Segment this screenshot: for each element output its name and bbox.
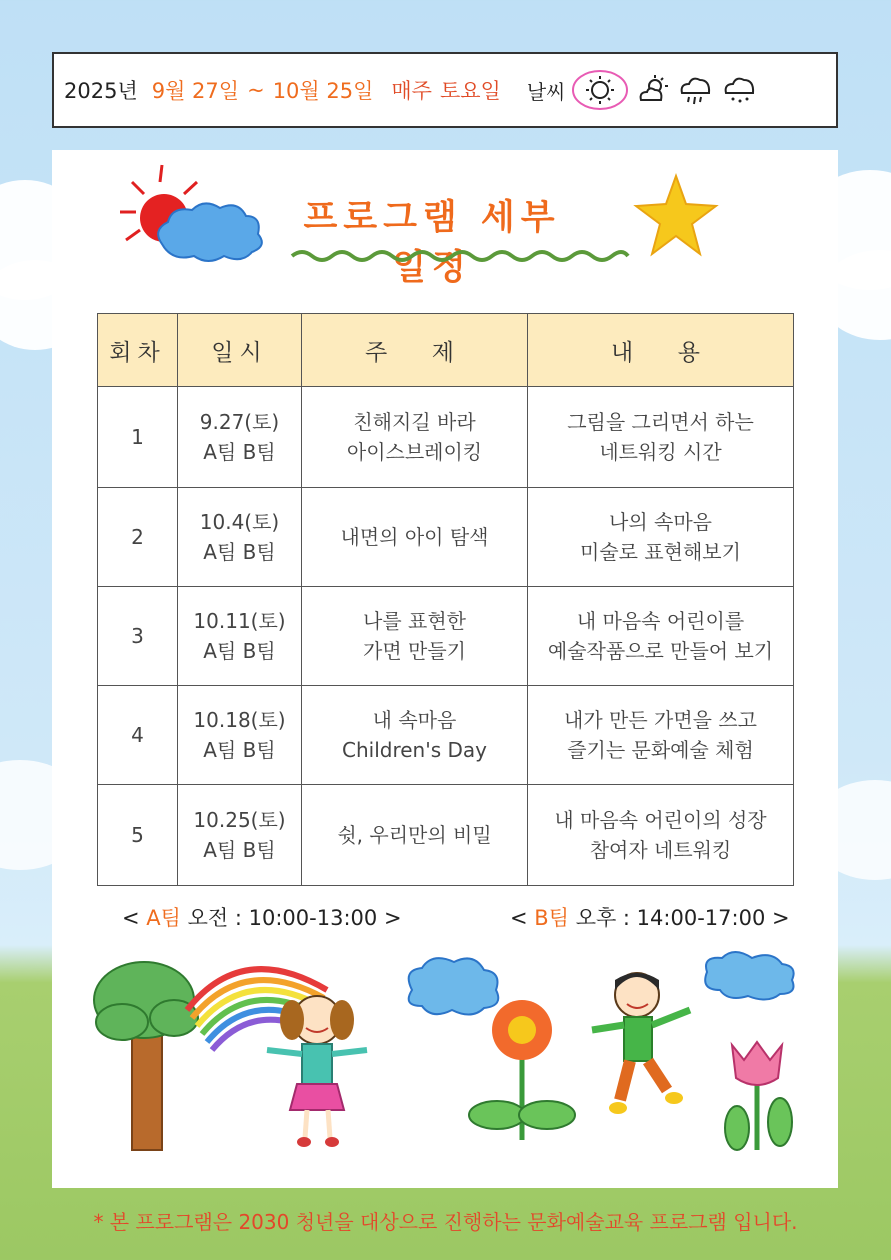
title-underline-wave — [290, 246, 630, 266]
date-cell — [178, 686, 302, 785]
drizzle-cloud-icon — [721, 71, 759, 109]
tree-drawing — [94, 962, 198, 1150]
boy-drawing — [592, 973, 690, 1114]
childrens-drawing-illustration — [92, 950, 812, 1170]
topic-line: 쉿, 우리만의 비밀 — [337, 823, 492, 847]
girl-drawing — [267, 996, 367, 1147]
teams-text: A팀 B팀 — [203, 639, 276, 663]
topic-cell — [302, 387, 528, 488]
table-row — [98, 387, 794, 488]
topic-line: 아이스브레이킹 — [346, 440, 483, 464]
end-date: 10월 25일 — [272, 79, 374, 103]
topic-line: 내면의 아이 탐색 — [340, 525, 489, 549]
bracket-open: < — [122, 906, 140, 930]
date-text: 10.18(토) — [193, 708, 286, 732]
table-header-row — [98, 314, 794, 387]
team-a-time: 오전 : 10:00-13:00 — [187, 906, 378, 930]
topic-line: Children's Day — [342, 738, 487, 762]
content-cell — [528, 587, 794, 686]
table-row — [98, 488, 794, 587]
teams-text: A팀 B팀 — [203, 738, 276, 762]
footer-note: * 본 프로그램은 2030 청년을 대상으로 진행하는 문화예술교육 프로그램 입니다. — [93, 1210, 798, 1234]
date-text: 10.11(토) — [193, 609, 286, 633]
date-cell — [178, 387, 302, 488]
team-a-schedule — [122, 902, 402, 932]
weather-icons — [571, 68, 759, 112]
sun-cloud-icon — [635, 72, 671, 108]
content-cell — [528, 488, 794, 587]
content-line: 예술작품으로 만들어 보기 — [547, 639, 774, 663]
header-topic: 주 제 — [302, 314, 528, 387]
bracket-open: < — [510, 906, 528, 930]
content-line: 내가 만든 가면을 쓰고 — [564, 708, 757, 732]
date-text: 9.27(토) — [199, 410, 280, 434]
header-date: 일시 — [178, 314, 302, 387]
bracket-close: > — [383, 906, 402, 930]
schedule-table — [97, 313, 794, 886]
date-text: 10.25(토) — [193, 808, 286, 832]
content-line: 나의 속마음 — [609, 510, 712, 534]
tulip-drawing — [725, 1042, 792, 1150]
team-a-label: A팀 — [146, 906, 181, 930]
cloud-drawing — [705, 952, 793, 1000]
topic-cell — [302, 686, 528, 785]
date-cell — [178, 587, 302, 686]
day-text: 토요일 — [439, 79, 501, 103]
weather-label: 날씨 — [526, 79, 566, 104]
round-number: 3 — [98, 587, 178, 686]
round-number: 4 — [98, 686, 178, 785]
bracket-close: > — [772, 906, 790, 930]
cloud-drawing — [409, 958, 499, 1014]
rain-cloud-icon — [677, 71, 715, 109]
round-number: 5 — [98, 785, 178, 886]
page-title: 프로그램 세부 일정 — [303, 198, 561, 288]
schedule-panel — [52, 150, 838, 1188]
content-line: 내 마음속 어린이의 성장 — [554, 808, 767, 832]
start-date: 9월 27일 — [151, 79, 240, 103]
year-text: 2025년 — [64, 79, 138, 103]
team-b-time: 오후 : 14:00-17:00 — [575, 906, 766, 930]
content-line: 미술로 표현해보기 — [580, 540, 741, 564]
sun-icon — [571, 68, 629, 112]
content-cell — [528, 686, 794, 785]
star-icon — [632, 172, 720, 260]
teams-text: A팀 B팀 — [203, 440, 276, 464]
topic-cell — [302, 587, 528, 686]
date-cell — [178, 785, 302, 886]
content-cell — [528, 785, 794, 886]
range-separator: ~ — [247, 78, 265, 102]
flower-drawing — [469, 1000, 575, 1140]
round-number: 2 — [98, 488, 178, 587]
date-banner — [52, 52, 838, 128]
content-cell — [528, 387, 794, 488]
table-row — [98, 785, 794, 886]
topic-cell — [302, 488, 528, 587]
round-number: 1 — [98, 387, 178, 488]
content-line: 네트워킹 시간 — [599, 440, 722, 464]
team-b-label: B팀 — [534, 906, 569, 930]
team-b-schedule — [510, 902, 790, 932]
table-row — [98, 587, 794, 686]
teams-text: A팀 B팀 — [203, 540, 276, 564]
topic-cell — [302, 785, 528, 886]
weekly-text: 매주 — [391, 79, 432, 103]
content-line: 내 마음속 어린이를 — [576, 609, 745, 633]
header-round: 회차 — [98, 314, 178, 387]
topic-line: 내 속마음 — [372, 708, 457, 732]
sun-with-cloud-icon — [112, 160, 287, 270]
content-line: 즐기는 문화예술 체험 — [567, 738, 754, 762]
content-line: 그림을 그리면서 하는 — [567, 410, 754, 434]
table-row — [98, 686, 794, 785]
header-content: 내 용 — [528, 314, 794, 387]
content-line: 참여자 네트워킹 — [589, 838, 732, 862]
teams-text: A팀 B팀 — [203, 838, 276, 862]
topic-line: 나를 표현한 — [363, 609, 466, 633]
date-cell — [178, 488, 302, 587]
topic-line: 가면 만들기 — [363, 639, 466, 663]
topic-line: 친해지길 바라 — [353, 410, 476, 434]
date-text: 10.4(토) — [199, 510, 280, 534]
